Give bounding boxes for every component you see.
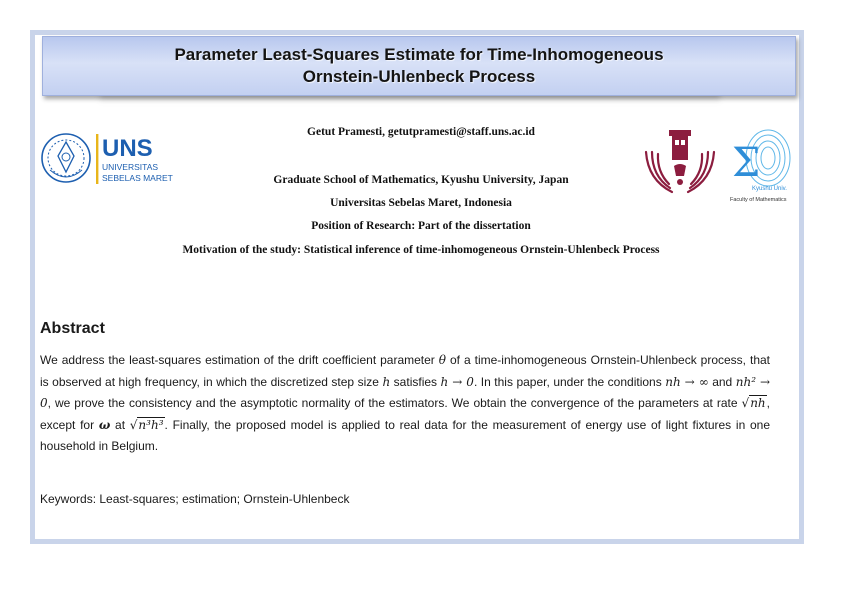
abstract-part: , we prove the consistency and the asymptotic normality of the estimators. We obtain the convergence of the parameters at rate xyxy=(47,396,742,410)
abstract-part: , except for xyxy=(40,396,770,432)
research-position: Position of Research: Part of the dissertation xyxy=(311,220,531,232)
abstract-part: of a time-inhomogeneous Ornstein-Uhlenbeck process, that is observed at high frequency, in which the discretized step size xyxy=(40,353,770,389)
math-faculty-logo xyxy=(728,126,794,206)
abstract-part: at xyxy=(110,417,130,432)
step-size-symbol: h xyxy=(382,374,391,389)
theta-symbol: θ xyxy=(438,353,447,367)
abstract-part: and xyxy=(708,374,736,389)
abstract-heading: Abstract xyxy=(40,320,105,337)
rate-1-radicand: nh xyxy=(750,396,766,410)
affiliation-2: Universitas Sebelas Maret, Indonesia xyxy=(330,197,512,209)
abstract-part: We address the least-squares estimation of the drift coefficient parameter xyxy=(40,353,439,367)
poster-frame xyxy=(30,30,804,544)
poster-title xyxy=(174,44,663,88)
uns-subtext-2: SEBELAS MARET xyxy=(102,173,173,183)
rate-1-formula: √nh xyxy=(741,396,766,410)
math-label-1: Kyushu Univ. xyxy=(752,186,787,192)
abstract-text xyxy=(40,350,770,458)
poster-background xyxy=(35,35,799,539)
uns-subtext-1: UNIVERSITAS xyxy=(102,162,159,172)
keywords-label: Keywords xyxy=(40,492,93,506)
math-label-2: Faculty of Mathematics xyxy=(730,197,787,203)
title-line-1: Parameter Least-Squares Estimate for Time-Inhomogeneous xyxy=(174,45,664,64)
uns-wordmark: UNS xyxy=(102,135,153,162)
abstract-part: satisfies xyxy=(390,374,441,389)
step-limit-formula: h → 0 xyxy=(440,374,474,389)
rate-2-radicand: n³h³ xyxy=(138,417,164,432)
affiliation-1: Graduate School of Mathematics, Kyushu University, Japan xyxy=(273,174,569,186)
rate-2-formula: √n³h³ xyxy=(129,417,164,432)
keywords-text: : Least-squares; estimation; Ornstein-Uhlenbeck xyxy=(92,492,350,506)
research-motivation: Motivation of the study: Statistical inference of time-inhomogeneous Ornstein-Uhlenbeck Process xyxy=(182,244,660,256)
abstract-part: . In this paper, under the conditions xyxy=(473,374,666,389)
title-banner xyxy=(42,36,796,96)
abstract-part: . Finally, the proposed model is applied to real data for the measurement of energy use of light fixtures in one household in Belgium. xyxy=(40,417,770,453)
omega-symbol: ω xyxy=(98,417,111,432)
keywords-line xyxy=(40,492,349,506)
condition-2-formula: nh² → 0 xyxy=(40,374,771,410)
sigma-f-icon: Σ xyxy=(732,140,761,186)
condition-1-formula: nh → ∞ xyxy=(665,374,709,389)
author-line: Getut Pramesti, getutpramesti@staff.uns.ac.id xyxy=(307,126,535,138)
title-line-2: Ornstein-Uhlenbeck Process xyxy=(302,67,536,86)
